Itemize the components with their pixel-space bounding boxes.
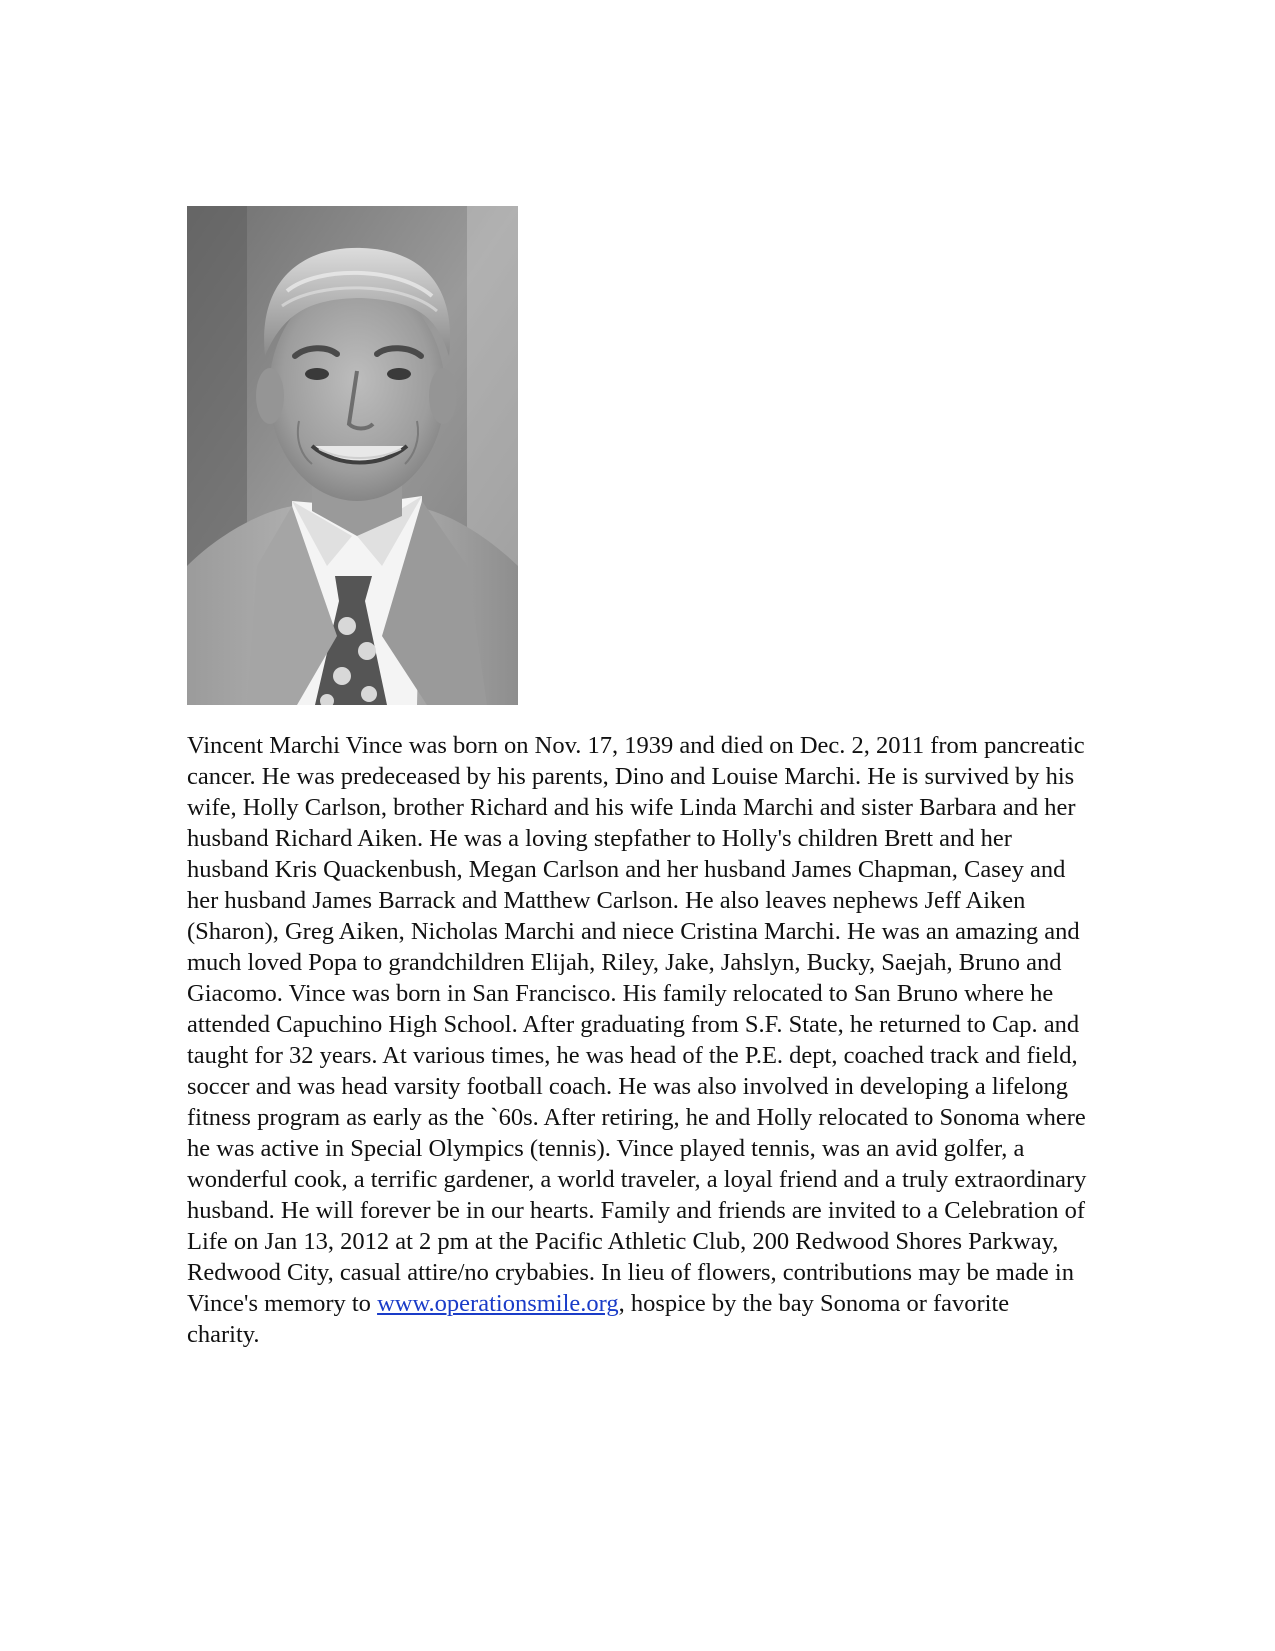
portrait-photo-icon bbox=[187, 206, 518, 705]
obituary-text-part2: , hospice by the bay Sonoma or favorite charity. bbox=[187, 1290, 1010, 1348]
obituary-text bbox=[187, 730, 1087, 1350]
obituary-text-part1: Vincent Marchi Vince was born on Nov. 17, 1939 and died on Dec. 2, 2011 from pancreatic cancer. He was predeceased by his parents, Dino and Louise Marchi. He is survived by his wife, Holly Carlson, brother Richard and his wife Linda Marchi and sister Barbara and her husband Richard Aiken. He was a loving stepfather to Holly's children Brett and her husband Kris Quackenbush, Megan Carlson and her husband James Chapman, Casey and her husband James Barrack and Matthew Carlson. He also leaves nephews Jeff Aiken (Sharon), Greg Aiken, Nicholas Marchi and niece Cristina Marchi. He was an amazing and much loved Popa to grandchildren Elijah, Riley, Jake, Jahslyn, Bucky, Saejah, Bruno and Giacomo. Vince was born in San Francisco. His family relocated to San Bruno where he attended Capuchino High School. After graduating from S.F. State, he returned to Cap. and taught for 32 years. At various times, he was head of the P.E. dept, coached track and field, soccer and was head varsity football coach. He was also involved in developing a lifelong fitness program as early as the `60s. After retiring, he and Holly relocated to Sonoma where he was active in Special Olympics (tennis). Vince played tennis, was an avid golfer, a wonderful cook, a terrific gardener, a world traveler, a loyal friend and a truly extraordinary husband. He will forever be in our hearts. Family and friends are invited to a Celebration of Life on Jan 13, 2012 at 2 pm at the Pacific Athletic Club, 200 Redwood Shores Parkway, Redwood City, casual attire/no crybabies. In lieu of flowers, contributions may be made in Vince's memory to bbox=[187, 732, 1087, 1317]
portrait-photo bbox=[187, 206, 518, 705]
operationsmile-link[interactable]: www.operationsmile.org bbox=[377, 1290, 619, 1317]
